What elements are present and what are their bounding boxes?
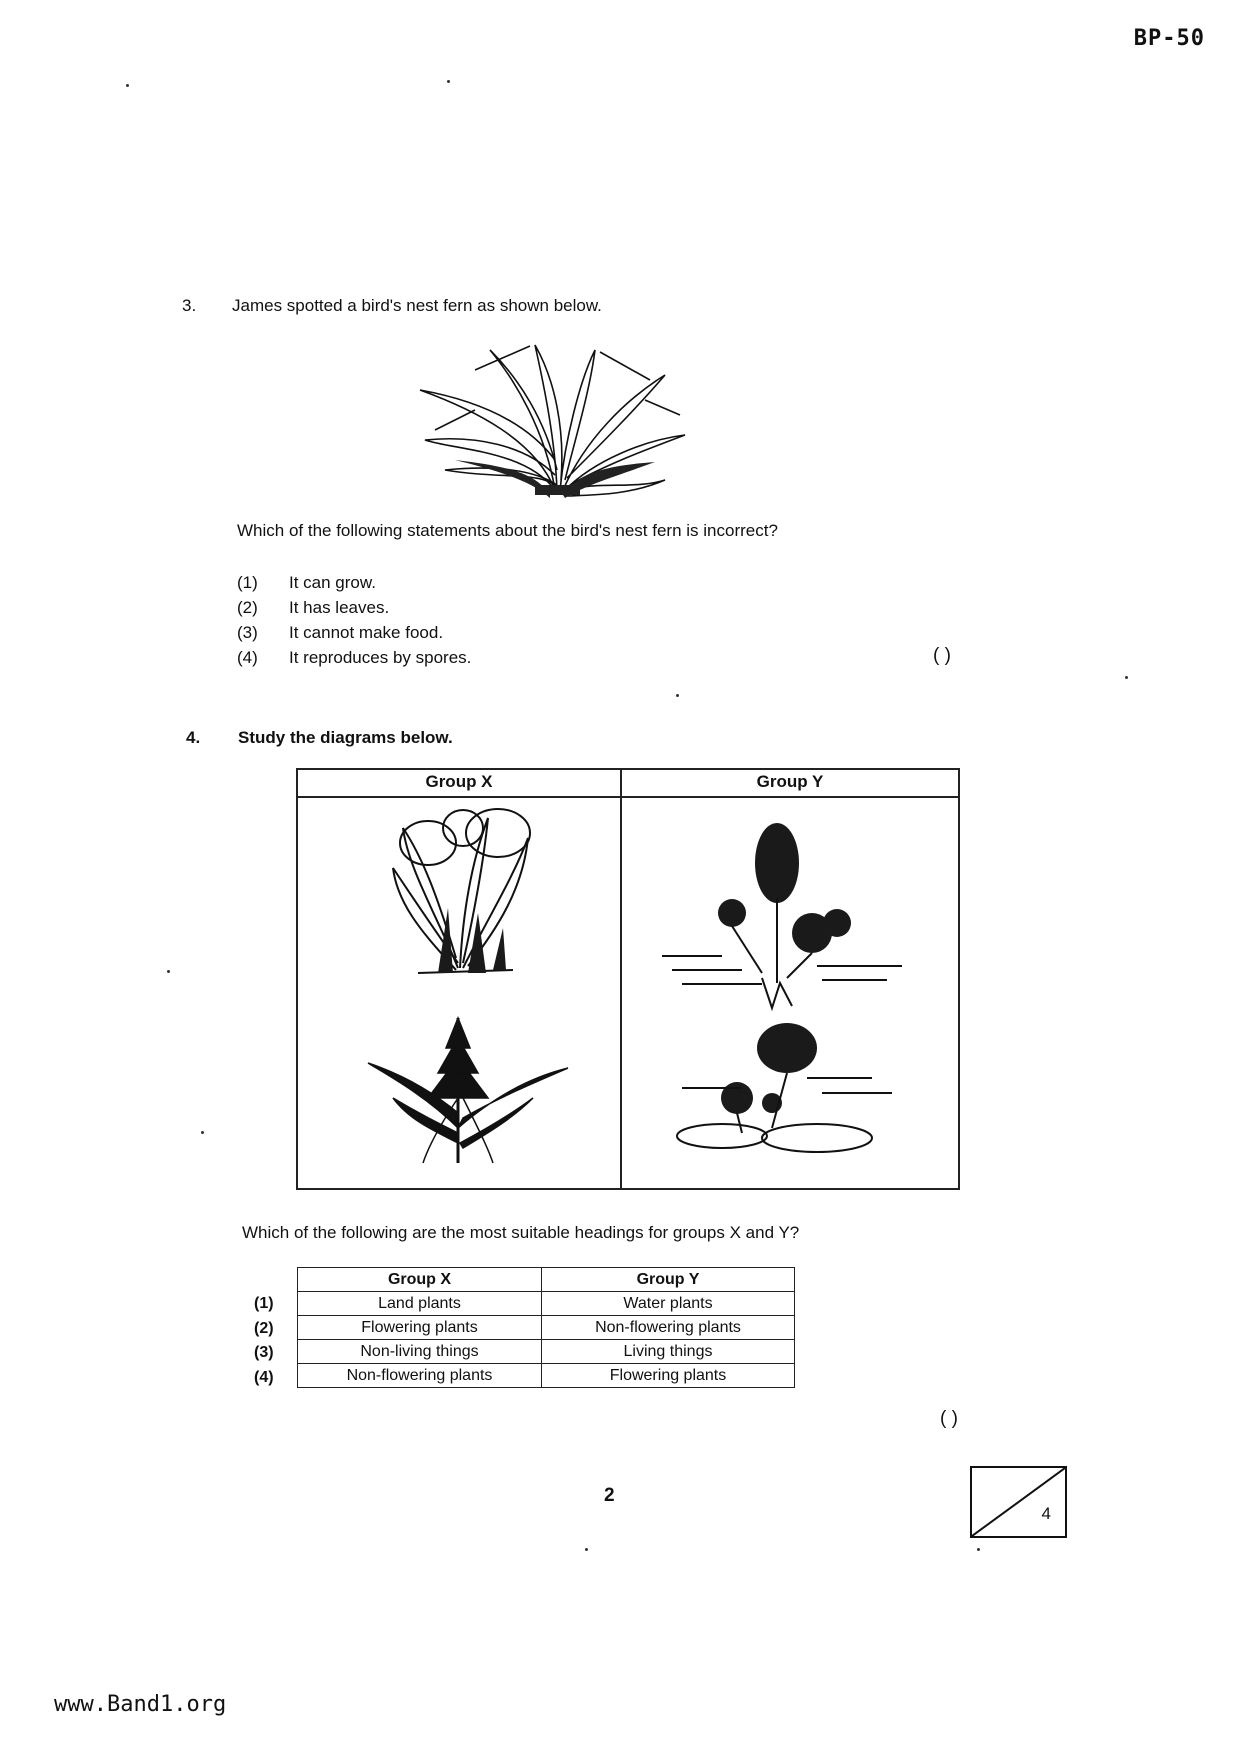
option-text: It has leaves. xyxy=(289,598,390,617)
option-number[interactable]: (1) xyxy=(254,1295,274,1312)
group-x-plants-image xyxy=(298,798,620,1183)
option-number[interactable]: (3) xyxy=(254,1344,274,1361)
scan-speck xyxy=(977,1548,980,1551)
group-y-plants-image xyxy=(622,798,958,1183)
group-x-header: Group X xyxy=(297,769,621,797)
option-1[interactable] xyxy=(237,573,471,598)
option-number: (2) xyxy=(237,598,258,617)
group-x-cell: Non-living things xyxy=(298,1340,542,1364)
answer-blank[interactable]: ( ) xyxy=(933,645,951,666)
option-number[interactable]: (2) xyxy=(254,1319,274,1337)
question-text: Study the diagrams below. xyxy=(238,728,453,747)
options-list xyxy=(237,573,471,673)
option-text: It reproduces by spores. xyxy=(289,648,472,667)
col-header-group-y: Group Y xyxy=(542,1268,795,1292)
table-row[interactable] xyxy=(298,1364,795,1388)
scan-speck xyxy=(447,80,450,83)
option-number: (1) xyxy=(237,573,258,592)
option-3[interactable] xyxy=(237,623,471,648)
question-prompt: Which of the following statements about the bird's nest fern is incorrect? xyxy=(237,521,778,540)
question-text: James spotted a bird's nest fern as shown below. xyxy=(232,296,602,315)
birds-nest-fern-image xyxy=(415,340,690,500)
table-row[interactable] xyxy=(298,1316,795,1340)
question-number: 3. xyxy=(182,296,197,315)
option-number: (3) xyxy=(237,623,258,642)
group-y-cell xyxy=(621,797,959,1189)
option-text: It can grow. xyxy=(289,573,376,592)
group-y-cell: Water plants xyxy=(542,1292,795,1316)
question-number: 4. xyxy=(186,728,201,747)
question-prompt: Which of the following are the most suitable headings for groups X and Y? xyxy=(242,1223,800,1242)
group-y-cell: Living things xyxy=(542,1340,795,1364)
scan-speck xyxy=(676,694,679,697)
option-4[interactable] xyxy=(237,648,471,673)
score-box xyxy=(970,1466,1067,1538)
answer-blank[interactable]: ( ) xyxy=(940,1408,958,1429)
option-text: It cannot make food. xyxy=(289,623,444,642)
option-number: (4) xyxy=(237,648,258,667)
group-y-cell: Flowering plants xyxy=(542,1364,795,1388)
answer-options-table xyxy=(297,1267,795,1388)
group-x-cell xyxy=(297,797,621,1189)
table-row[interactable] xyxy=(298,1340,795,1364)
table-row[interactable] xyxy=(298,1292,795,1316)
group-y-header: Group Y xyxy=(621,769,959,797)
scan-speck xyxy=(167,970,170,973)
group-x-cell: Land plants xyxy=(298,1292,542,1316)
score-marks: 4 xyxy=(1041,1504,1051,1523)
page-number: 2 xyxy=(604,1485,615,1506)
group-y-cell: Non-flowering plants xyxy=(542,1316,795,1340)
option-number[interactable]: (4) xyxy=(254,1368,274,1386)
groups-diagram-table xyxy=(296,768,960,1190)
scan-speck xyxy=(1125,676,1128,679)
option-2[interactable] xyxy=(237,598,471,623)
answer-option-numbers xyxy=(254,1292,274,1390)
diagonal-line xyxy=(972,1468,1065,1536)
col-header-group-x: Group X xyxy=(298,1268,542,1292)
group-x-cell: Non-flowering plants xyxy=(298,1364,542,1388)
page-code: BP-50 xyxy=(1133,26,1205,51)
scan-speck xyxy=(126,84,129,87)
group-x-cell: Flowering plants xyxy=(298,1316,542,1340)
scan-speck xyxy=(585,1548,588,1551)
footer-url[interactable]: www.Band1.org xyxy=(54,1692,227,1717)
scan-speck xyxy=(201,1131,204,1134)
